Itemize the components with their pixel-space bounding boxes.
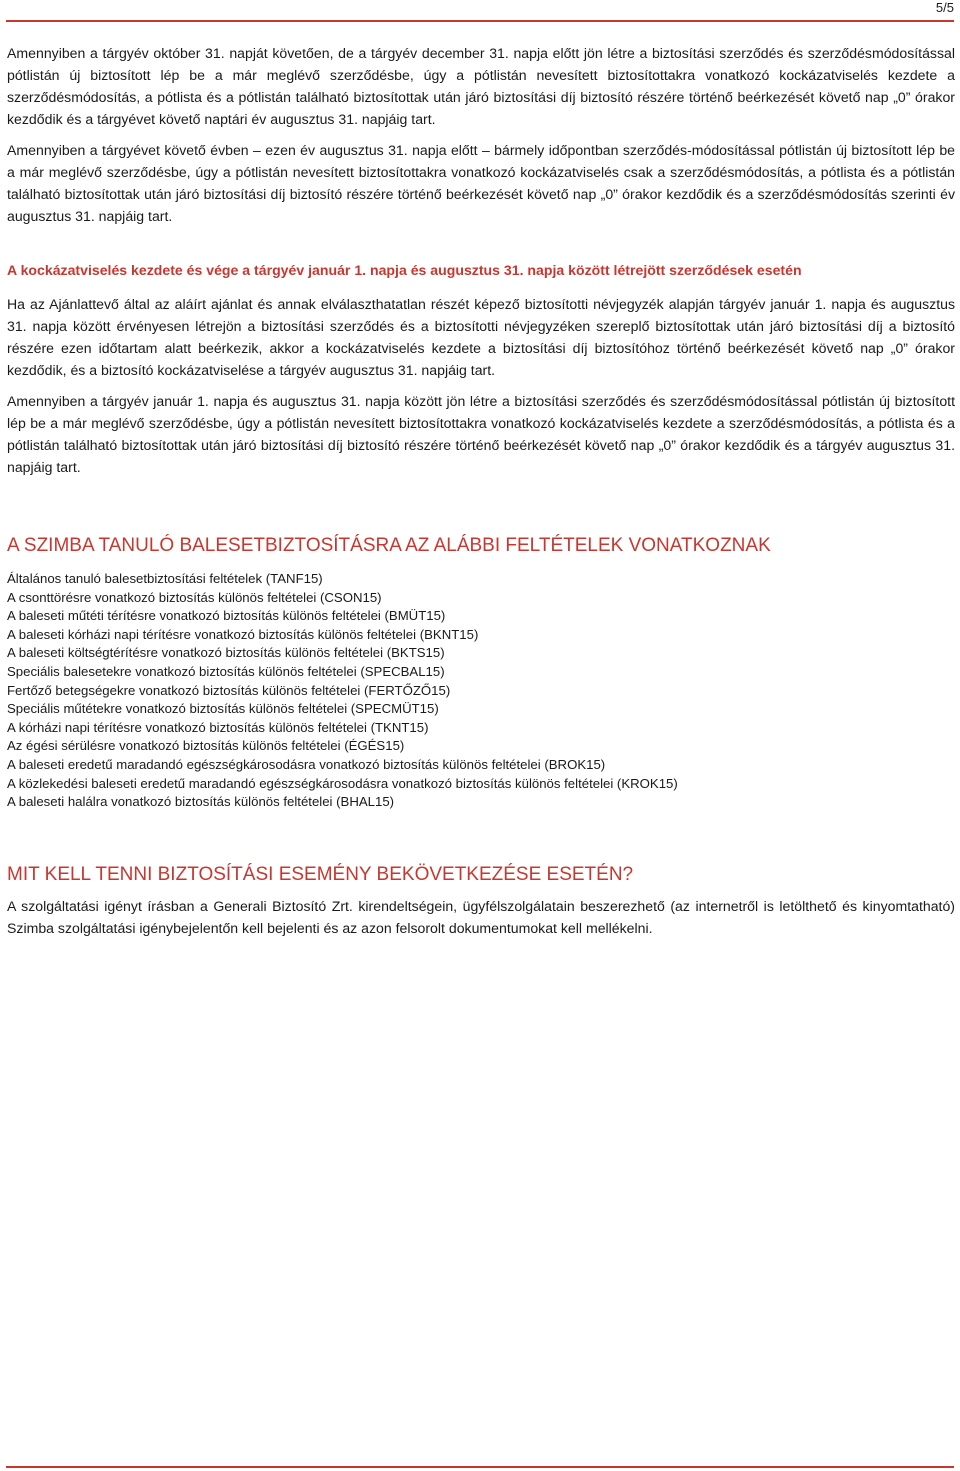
top-divider (6, 20, 954, 22)
paragraph-late-enrollment: Amennyiben a tárgyév október 31. napját követően, de a tárgyév december 31. napja előtt jön létre a biztosítási szerződés és szerződésmódosítással pótlistán új biztosított lép be a már meglévő szerződésbe, úgy a pótlistán nevesített biztosítottakra vonatkozó kockázatviselés kezdete a szerződésmódosítás, a pótlista és a pótlistán található biztosítottak után járó biztosítási díj biztosító részére történő beérkezését követő nap „0” órakor kezdődik és a tárgyévet követő naptári év augusztus 31. napjáig tart. (7, 45, 955, 127)
list-item: A kórházi napi térítésre vonatkozó biztosítás különös feltételei (TKNT15) (7, 719, 429, 735)
list-item: Fertőző betegségekre vonatkozó biztosítás különös feltételei (FERTŐZŐ15) (7, 682, 451, 698)
paragraph-january-august: Amennyiben a tárgyév január 1. napja és augusztus 31. napja között jön létre a biztosítási szerződés és szerződésmódosítással pótlistán új biztosított lép be a már meglévő szerződésbe, úgy a pótlistán nevesített biztosítottakra vonatkozó kockázatviselés kezdete a szerződésmódosítás, a pótlista és a pótlistán található biztosítottak után járó biztosítási díj biztosító részére történő beérkezését követő nap „0” órakor kezdődik és a tárgyév augusztus 31. napjáig tart. (7, 393, 955, 475)
list-item: A baleseti eredetű maradandó egészségkárosodásra vonatkozó biztosítás különös feltételei (BROK15) (7, 756, 606, 772)
section-heading-claims: MIT KELL TENNI BIZTOSÍTÁSI ESEMÉNY BEKÖVETKEZÉSE ESETÉN? (7, 863, 634, 885)
paragraph-valid-contract: Ha az Ajánlattevő által az aláírt ajánlat és annak elválaszthatatlan részét képező biztosítotti névjegyzék alapján tárgyév január 1. napja és augusztus 31. napja között érvényesen létrejön a biztosítási szerződés és a biztosítotti névjegyzéken szereplő biztosítottak után járó biztosítási díj a biztosító részére ezen időtartam alatt beérkezik, akkor a kockázatviselés kezdete a biztosítási díj biztosítóhoz történő beérkezését követő nap „0” órakor kezdődik, és a biztosító kockázatviselése a tárgyév augusztus 31. napjáig tart. (7, 296, 955, 378)
list-item: Speciális balesetekre vonatkozó biztosítás különös feltételei (SPECBAL15) (7, 663, 445, 679)
paragraph-following-year: Amennyiben a tárgyévet követő évben – ezen év augusztus 31. napja előtt – bármely időpontban szerződés-módosítással pótlistán új biztosított lép be a már meglévő szerződésbe, úgy a pótlistán nevesített biztosítottakra vonatkozó kockázatviselés csak a szerződésmódosítás, a pótlista és a pótlistán található biztosítottak után járó biztosítási díj biztosító részére történő beérkezését követő nap „0” órakor kezdődik és a szerződésmódosítás szerinti év augusztus 31. napjáig tart. (7, 142, 955, 224)
list-item: A baleseti költségtérítésre vonatkozó biztosítás különös feltételei (BKTS15) (7, 645, 445, 661)
bottom-divider (6, 1466, 954, 1468)
list-item: Speciális műtétekre vonatkozó biztosítás különös feltételei (SPECMÜT15) (7, 701, 439, 717)
page-number: 5/5 (935, 0, 954, 15)
list-item: Az égési sérülésre vonatkozó biztosítás különös feltételei (ÉGÉS15) (7, 738, 405, 754)
list-item: A csonttörésre vonatkozó biztosítás különös feltételei (CSON15) (7, 589, 382, 605)
list-item: A baleseti műtéti térítésre vonatkozó biztosítás különös feltételei (BMÜT15) (7, 608, 446, 624)
paragraph-claim-procedure: A szolgáltatási igényt írásban a Generali Biztosító Zrt. kirendeltségein, ügyfélszolgálatain beszerezhető (az internetről is letölthető és kinyomtatható) Szimba szolgáltatási igénybejelentőn kell bejelenti és az azon felsorolt dokumentumokat kell mellékelni. (7, 897, 955, 936)
list-item: A baleseti halálra vonatkozó biztosítás különös feltételei (BHAL15) (7, 794, 395, 810)
list-item: A baleseti kórházi napi térítésre vonatkozó biztosítás különös feltételei (BKNT15) (7, 626, 479, 642)
conditions-list (7, 570, 955, 812)
list-item: Általános tanuló balesetbiztosítási feltételek (TANF15) (7, 571, 323, 586)
list-item: A közlekedési baleseti eredetű maradandó egészségkárosodásra vonatkozó biztosítás különös feltételei (KROK15) (7, 775, 678, 791)
section-heading-conditions: A SZIMBA TANULÓ BALESETBIZTOSÍTÁSRA AZ ALÁBBI FELTÉTELEK VONATKOZNAK (7, 535, 771, 556)
document-body (7, 42, 955, 939)
subheading-risk-period: A kockázatviselés kezdete és vége a tárgyév január 1. napja és augusztus 31. napja között létrejött szerződések esetén (7, 262, 802, 278)
